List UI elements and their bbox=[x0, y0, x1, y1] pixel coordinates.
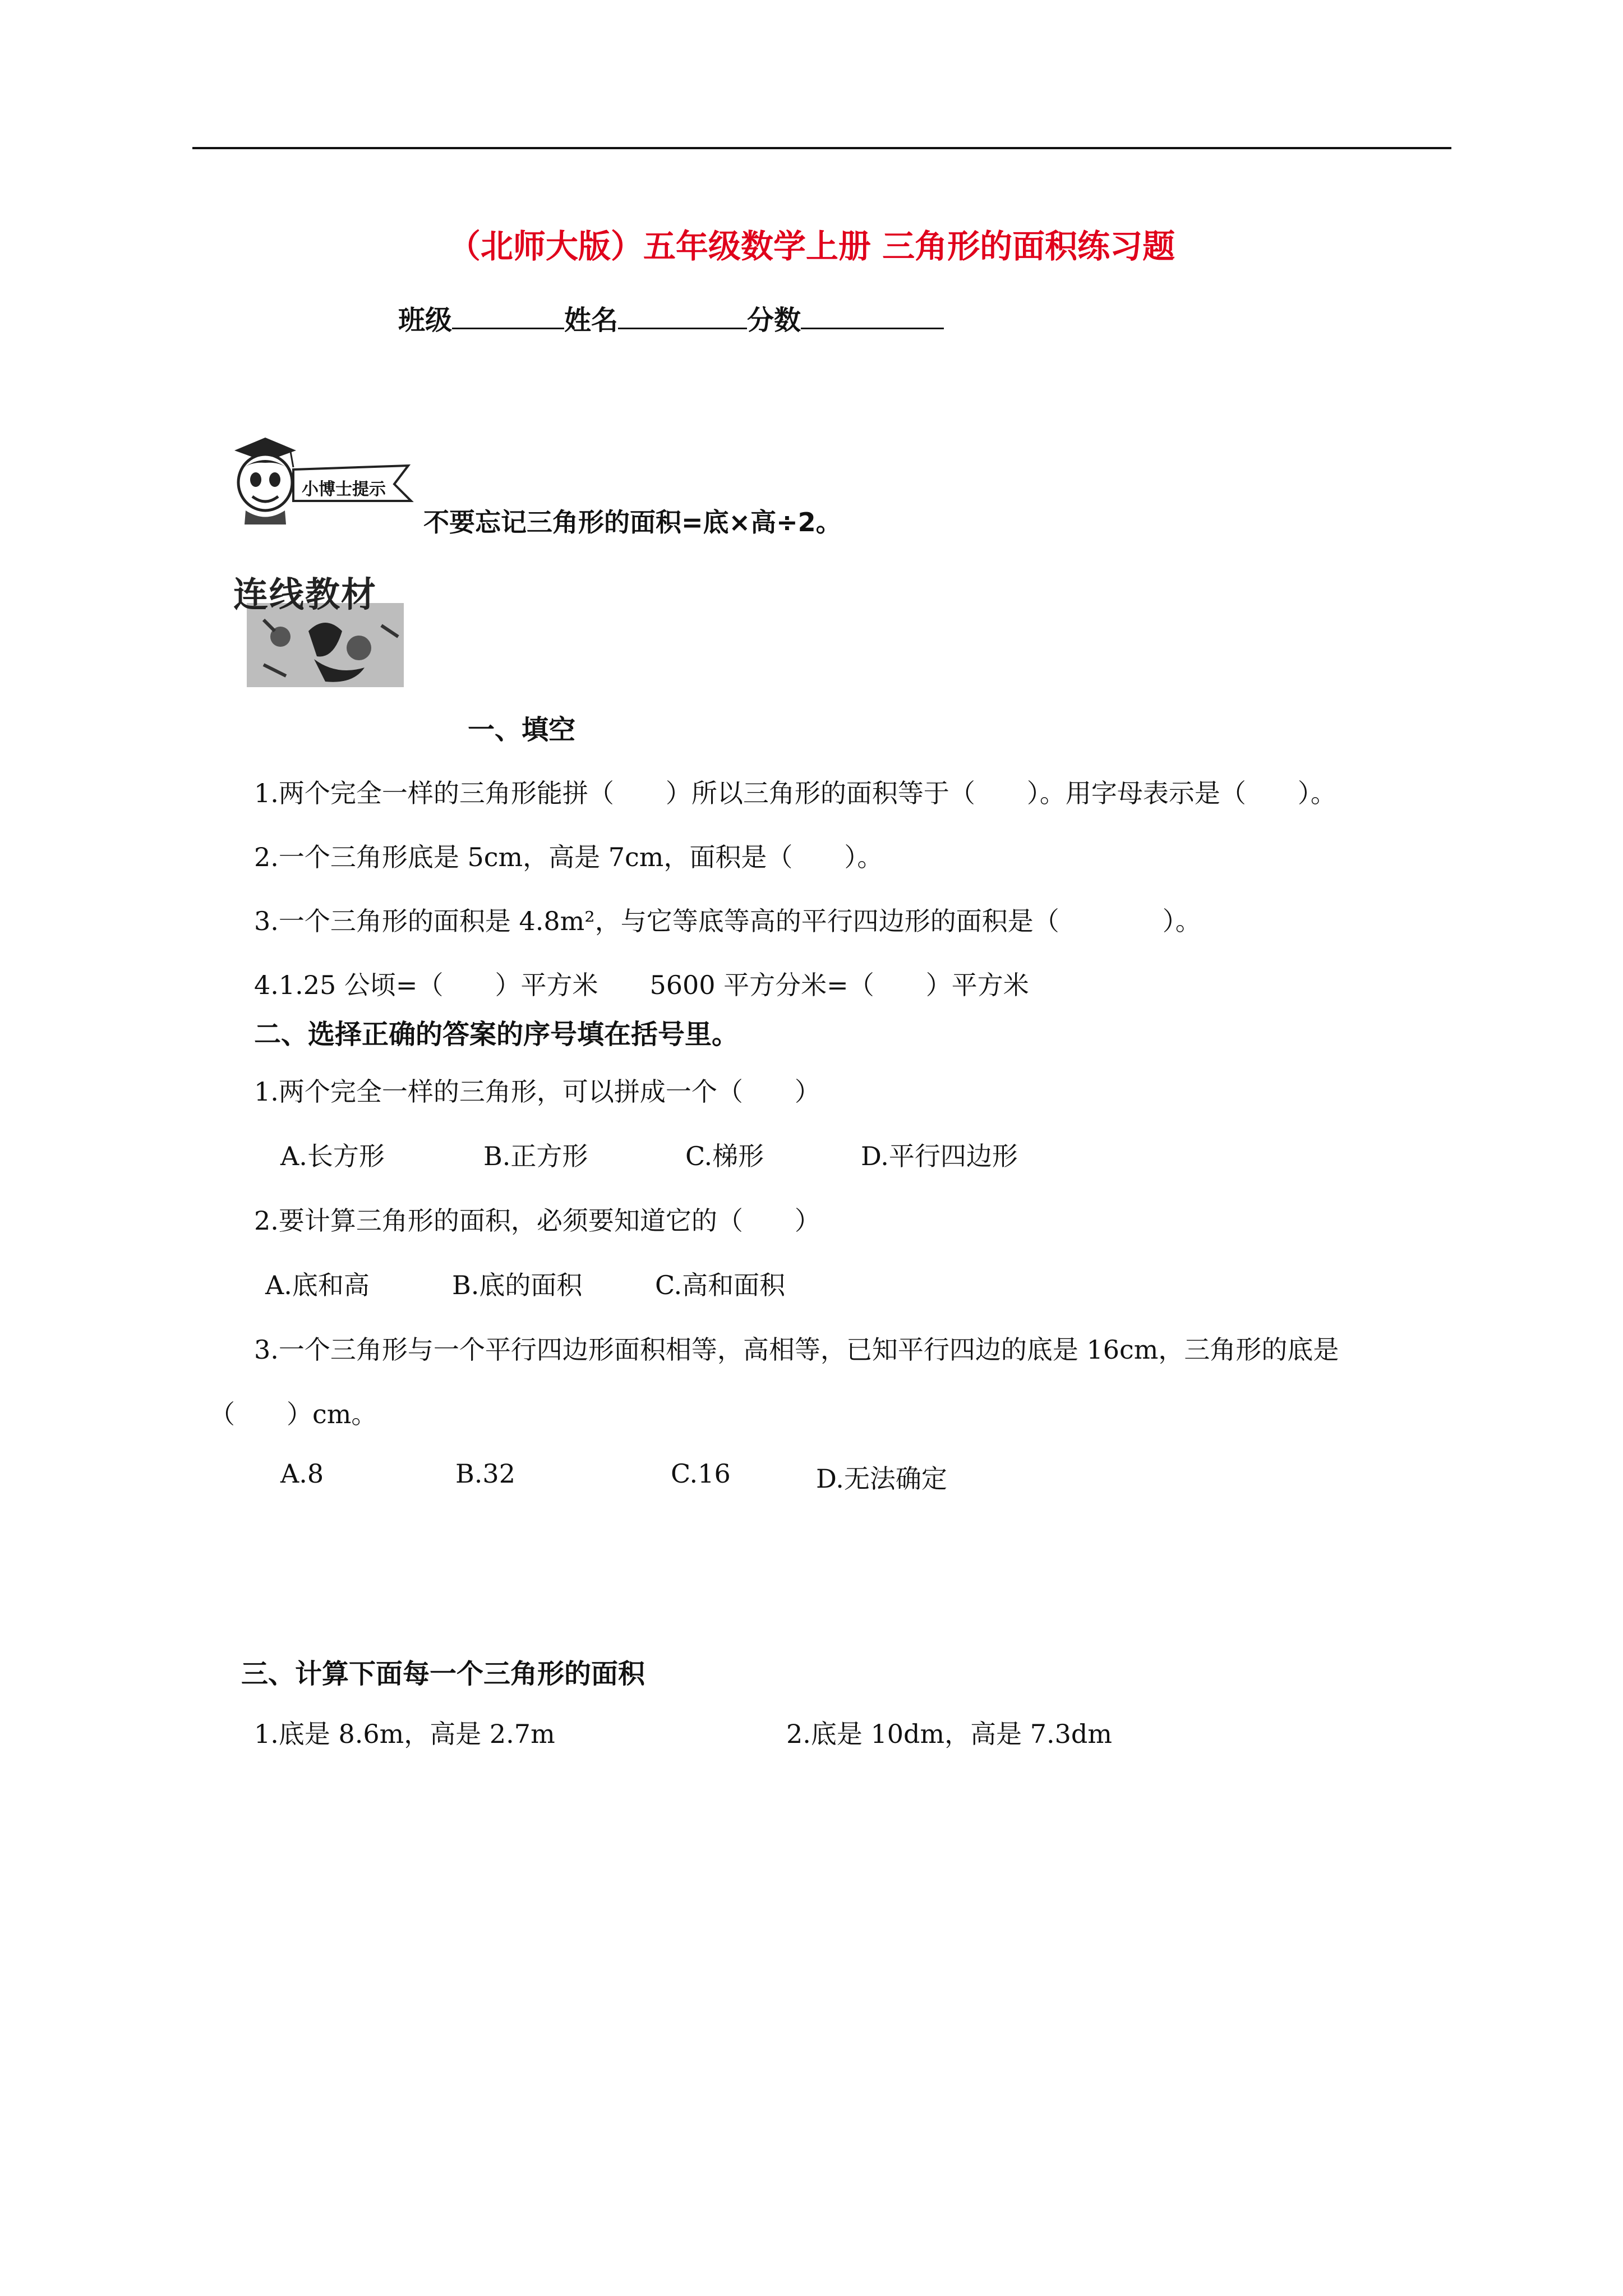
class-label: 班级 bbox=[398, 305, 453, 336]
section2-q3-line1: 3.一个三角形与一个平行四边形面积相等，高相等，已知平行四边的底是 16cm，三角形的底是 bbox=[254, 1335, 1339, 1365]
score-label: 分数 bbox=[747, 305, 801, 336]
page-title: （北师大版）五年级数学上册 三角形的面积练习题 bbox=[448, 227, 1175, 265]
section2-q1: 1.两个完全一样的三角形，可以拼成一个（ ） bbox=[254, 1076, 820, 1107]
section2-q1-option-a: A.长方形 bbox=[280, 1141, 385, 1171]
name-blank[interactable] bbox=[618, 305, 747, 329]
tip-text: 不要忘记三角形的面积=底×高÷2。 bbox=[423, 507, 842, 537]
section2-q1-option-b: B.正方形 bbox=[483, 1141, 588, 1171]
class-blank[interactable] bbox=[452, 305, 564, 329]
textbook-badge bbox=[230, 564, 423, 690]
section1-q2: 2.一个三角形底是 5cm，高是 7cm，面积是（ ）。 bbox=[254, 842, 883, 872]
name-label: 姓名 bbox=[564, 305, 619, 336]
section2-q3-line2: （ ）cm。 bbox=[209, 1399, 377, 1429]
section2-q3-option-d: D.无法确定 bbox=[816, 1464, 947, 1494]
section1-heading: 一、填空 bbox=[468, 714, 576, 746]
section2-q2-option-a: A.底和高 bbox=[265, 1270, 370, 1300]
section2-q3-option-c: C.16 bbox=[671, 1458, 731, 1489]
student-info-line bbox=[398, 298, 944, 337]
score-blank[interactable] bbox=[801, 305, 944, 329]
section3-q1: 1.底是 8.6m，高是 2.7m bbox=[254, 1719, 555, 1749]
section2-q1-option-d: D.平行四边形 bbox=[861, 1141, 1018, 1171]
header-rule bbox=[192, 147, 1451, 149]
tip-badge-text: 小博士提示 bbox=[302, 480, 386, 499]
section2-q1-option-c: C.梯形 bbox=[685, 1141, 764, 1171]
section2-heading: 二、选择正确的答案的序号填在括号里。 bbox=[254, 1019, 739, 1050]
section1-q3: 3.一个三角形的面积是 4.8m²，与它等底等高的平行四边形的面积是（ ）。 bbox=[254, 906, 1201, 936]
section2-q2: 2.要计算三角形的面积，必须要知道它的（ ） bbox=[254, 1205, 820, 1236]
doctor-tip-illustration bbox=[223, 435, 419, 524]
section1-q4: 4.1.25 公顷=（ ）平方米 5600 平方分米=（ ）平方米 bbox=[254, 970, 1029, 1000]
section3-heading: 三、计算下面每一个三角形的面积 bbox=[241, 1658, 645, 1690]
section1-q1: 1.两个完全一样的三角形能拼（ ）所以三角形的面积等于（ ）。用字母表示是（ ）。 bbox=[254, 778, 1336, 808]
section2-q2-option-b: B.底的面积 bbox=[452, 1270, 583, 1300]
section2-q3-option-b: B.32 bbox=[455, 1458, 515, 1489]
textbook-badge-text: 连线教材 bbox=[233, 574, 377, 615]
section2-q3-option-a: A.8 bbox=[280, 1458, 324, 1489]
section2-q2-option-c: C.高和面积 bbox=[655, 1270, 786, 1300]
section3-q2: 2.底是 10dm，高是 7.3dm bbox=[786, 1719, 1112, 1749]
